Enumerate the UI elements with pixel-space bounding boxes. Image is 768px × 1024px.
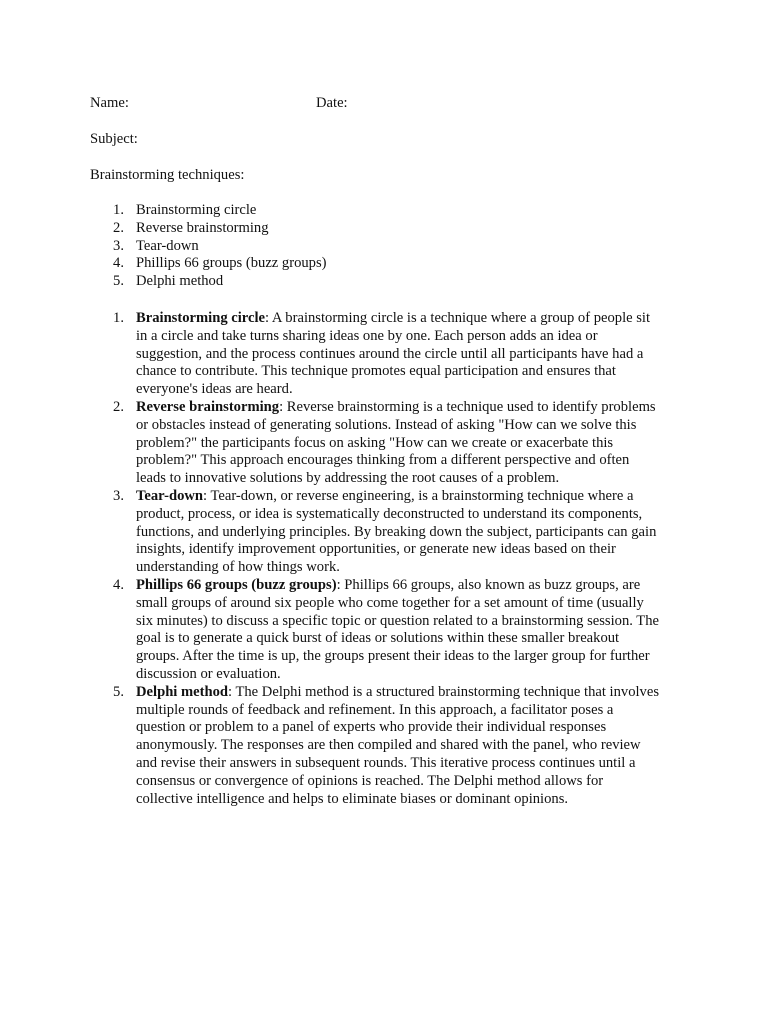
detail-text: problem?" This approach encourages thinking from a different perspective and often <box>136 452 630 469</box>
list-number: 3. <box>113 487 124 504</box>
detail-paragraph <box>136 684 681 809</box>
detail-text: anonymously. The responses are then compiled and shared with the panel, who review <box>136 737 641 754</box>
list-number: 3. <box>113 237 124 254</box>
detail-paragraph <box>136 310 681 399</box>
list-item-text: Brainstorming circle <box>136 202 257 218</box>
detail-text: collective intelligence and helps to eliminate biases or dominant opinions. <box>136 790 569 807</box>
detail-item-brainstorming-circle <box>0 310 681 399</box>
detail-text: in a circle and take turns sharing ideas one by one. Each person adds an idea or <box>136 327 598 344</box>
list-number: 4. <box>113 576 124 593</box>
name-label: Name: <box>90 95 129 111</box>
detail-term: Reverse brainstorming <box>136 398 280 415</box>
detail-term: Tear-down <box>136 487 204 504</box>
detail-text: insights, identify improvement opportunities, or generate new ideas based on their <box>136 541 616 558</box>
technique-detail-list <box>0 310 681 808</box>
date-label: Date: <box>316 95 348 111</box>
detail-text: consensus or convergence of opinions is reached. The Delphi method allows for <box>136 772 604 789</box>
detail-text: question or problem to a panel of experts who provide their individual responses <box>136 719 607 736</box>
detail-paragraph <box>136 399 681 488</box>
detail-text: chance to contribute. This technique promotes equal participation and ensures that <box>136 363 616 380</box>
list-number: 2. <box>113 219 124 236</box>
detail-text: multiple rounds of feedback and refinement. In this approach, a facilitator poses a <box>136 701 614 718</box>
list-number: 4. <box>113 255 124 272</box>
detail-text: product, process, or idea is systematically deconstructed to understand its components, <box>136 505 643 522</box>
detail-text: groups. After the time is up, the groups present their ideas to the larger group for further <box>136 648 650 665</box>
detail-text: suggestion, and the process continues around the circle until all participants have had a <box>136 345 644 362</box>
list-number: 5. <box>113 273 124 290</box>
detail-text: : Phillips 66 groups, also known as buzz groups, are <box>336 576 641 593</box>
detail-text: : A brainstorming circle is a technique where a group of people sit <box>265 310 651 326</box>
detail-text: problem?" the participants focus on asking "How can we create or exacerbate this <box>136 434 614 451</box>
detail-term: Phillips 66 groups (buzz groups) <box>136 576 337 593</box>
detail-text: : Tear-down, or reverse engineering, is a brainstorming technique where a <box>203 487 634 504</box>
detail-text: or obstacles instead of generating solutions. Instead of asking "How can we solve this <box>136 416 637 433</box>
detail-text: six minutes) to discuss a specific topic or question related to a brainstorming session. The <box>136 612 659 629</box>
detail-term: Brainstorming circle <box>136 310 266 326</box>
list-number: 2. <box>113 398 124 415</box>
list-number: 5. <box>113 683 124 700</box>
detail-term: Delphi method <box>136 683 229 700</box>
detail-text: and revise their answers in subsequent rounds. This iterative process continues until a <box>136 754 636 771</box>
list-item-text: Phillips 66 groups (buzz groups) <box>136 255 327 272</box>
detail-item-phillips-66 <box>0 577 681 684</box>
detail-text: understanding of how things work. <box>136 559 340 576</box>
detail-paragraph <box>136 488 681 577</box>
detail-text: goal is to generate a quick burst of ideas or solutions within these smaller breakout <box>136 630 620 647</box>
detail-text: : The Delphi method is a structured brainstorming technique that involves <box>228 683 659 700</box>
subject-label: Subject: <box>90 131 138 147</box>
list-number: 1. <box>113 202 124 218</box>
detail-item-delphi-method <box>0 684 681 809</box>
detail-text: : Reverse brainstorming is a technique used to identify problems <box>279 398 656 415</box>
list-number: 1. <box>113 310 124 326</box>
detail-text: small groups of around six people who come together for a set amount of time (usually <box>136 594 644 611</box>
detail-item-tear-down <box>0 488 681 577</box>
detail-paragraph <box>136 577 681 684</box>
detail-text: leads to innovative solutions by addressing the root causes of a problem. <box>136 470 560 487</box>
detail-text: everyone's ideas are heard. <box>136 381 293 398</box>
list-item-text: Tear-down <box>136 237 199 254</box>
detail-text: discussion or evaluation. <box>136 665 281 682</box>
list-item-text: Reverse brainstorming <box>136 219 269 236</box>
detail-item-reverse-brainstorming <box>0 399 681 488</box>
detail-text: functions, and underlying principles. By breaking down the subject, participants can gain <box>136 523 657 540</box>
list-item-text: Delphi method <box>136 273 224 290</box>
techniques-heading: Brainstorming techniques: <box>90 167 245 183</box>
